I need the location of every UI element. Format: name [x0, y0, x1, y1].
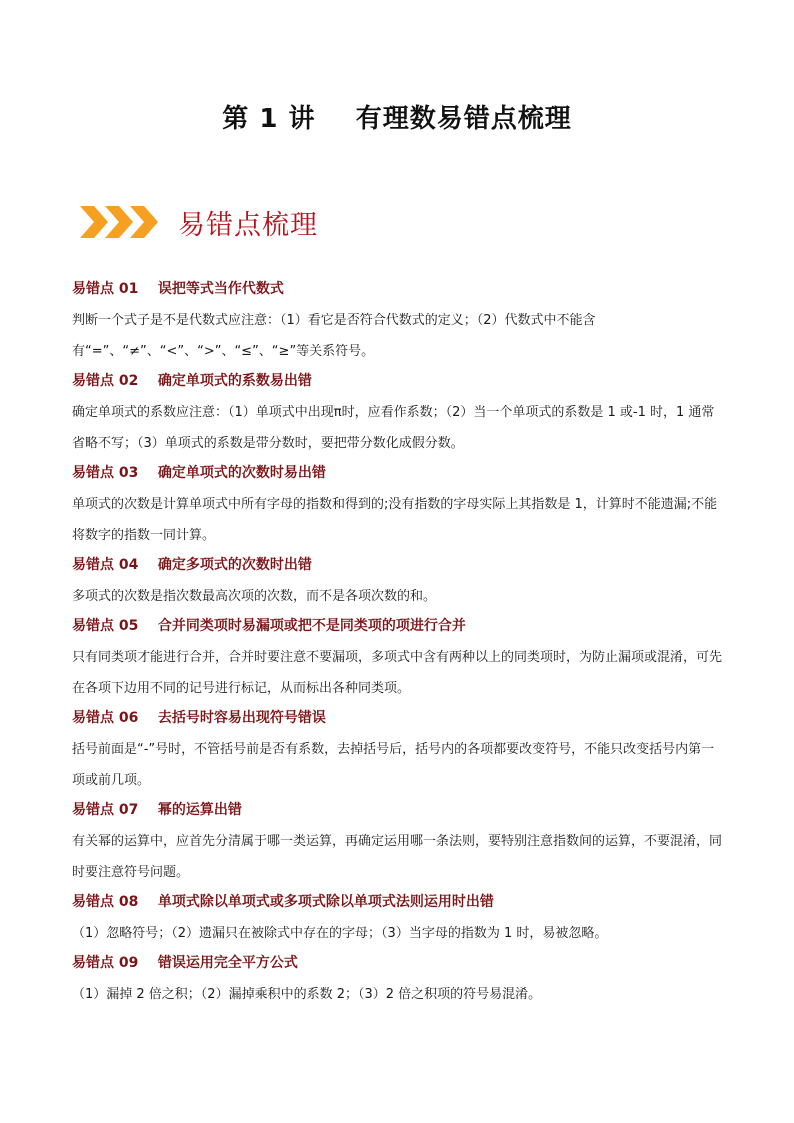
error-point-body: 判断一个式子是不是代数式应注意：（1）看它是否符合代数式的定义；（2）代数式中不能含有“=”、“≠”、“<”、“>”、“≤”、“≥”等关系符号。: [72, 313, 596, 359]
error-points-list: [72, 276, 724, 1010]
error-point-item: [72, 613, 724, 704]
error-point-item: [72, 460, 724, 551]
error-point-body: 只有同类项才能进行合并，合并时要注意不要漏项，多项式中含有两种以上的同类项时，为防止漏项或混淆，可先在各项下边用不同的记号进行标记，从而标出各种同类项。: [72, 650, 723, 696]
error-point-body: （1）漏掉 2 倍之积；（2）漏掉乘积中的系数 2；（3）2 倍之积项的符号易混淆。: [72, 987, 542, 1002]
error-point-body: （1）忽略符号；（2）遗漏只在被除式中存在的字母；（3）当字母的指数为 1 时，易被忽略。: [72, 926, 608, 941]
error-point-body: 单项式的次数是计算单项式中所有字母的指数和得到的;没有指数的字母实际上其指数是 1，计算时不能遗漏;不能将数字的指数一同计算。: [72, 497, 718, 543]
error-point-heading: 易错点 01 误把等式当作代数式: [72, 281, 284, 297]
error-point-item: [72, 552, 724, 612]
error-point-item: [72, 950, 724, 1010]
error-point-heading: 易错点 04 确定多项式的次数时出错: [72, 557, 312, 573]
error-point-heading: 易错点 08 单项式除以单项式或多项式除以单项式法则运用时出错: [72, 894, 494, 910]
error-point-item: [72, 276, 724, 367]
error-point-heading: 易错点 03 确定单项式的次数时易出错: [72, 465, 326, 481]
error-point-heading: 易错点 07 幂的运算出错: [72, 802, 242, 818]
error-point-body: 有关幂的运算中，应首先分清属于哪一类运算，再确定运用哪一条法则，要特别注意指数间的运算，不要混淆，同时要注意符号问题。: [72, 834, 723, 880]
error-point-item: [72, 368, 724, 459]
error-point-heading: 易错点 09 错误运用完全平方公式: [72, 955, 298, 971]
error-point-body: 确定单项式的系数应注意：（1）单项式中出现π时，应看作系数；（2）当一个单项式的系数是 1 或-1 时，1 通常省略不写；（3）单项式的系数是带分数时，要把带分数化成假分数。: [72, 405, 715, 451]
error-point-item: [72, 705, 724, 796]
triple-chevron-icon: [80, 204, 162, 240]
error-point-heading: 易错点 02 确定单项式的系数易出错: [72, 373, 312, 389]
error-point-heading: 易错点 05 合并同类项时易漏项或把不是同类项的项进行合并: [72, 618, 466, 634]
error-point-body: 括号前面是“-”号时，不管括号前是否有系数，去掉括号后，括号内的各项都要改变符号，不能只改变括号内第一项或前几项。: [72, 742, 715, 788]
error-point-item: [72, 797, 724, 888]
section-title: 易错点梳理: [178, 209, 318, 241]
document-title: 第 1 讲 有理数易错点梳理: [222, 104, 572, 134]
error-point-body: 多项式的次数是指次数最高次项的次数，而不是各项次数的和。: [72, 589, 437, 604]
error-point-heading: 易错点 06 去括号时容易出现符号错误: [72, 710, 326, 726]
section-header: [80, 200, 318, 244]
error-point-item: [72, 889, 724, 949]
